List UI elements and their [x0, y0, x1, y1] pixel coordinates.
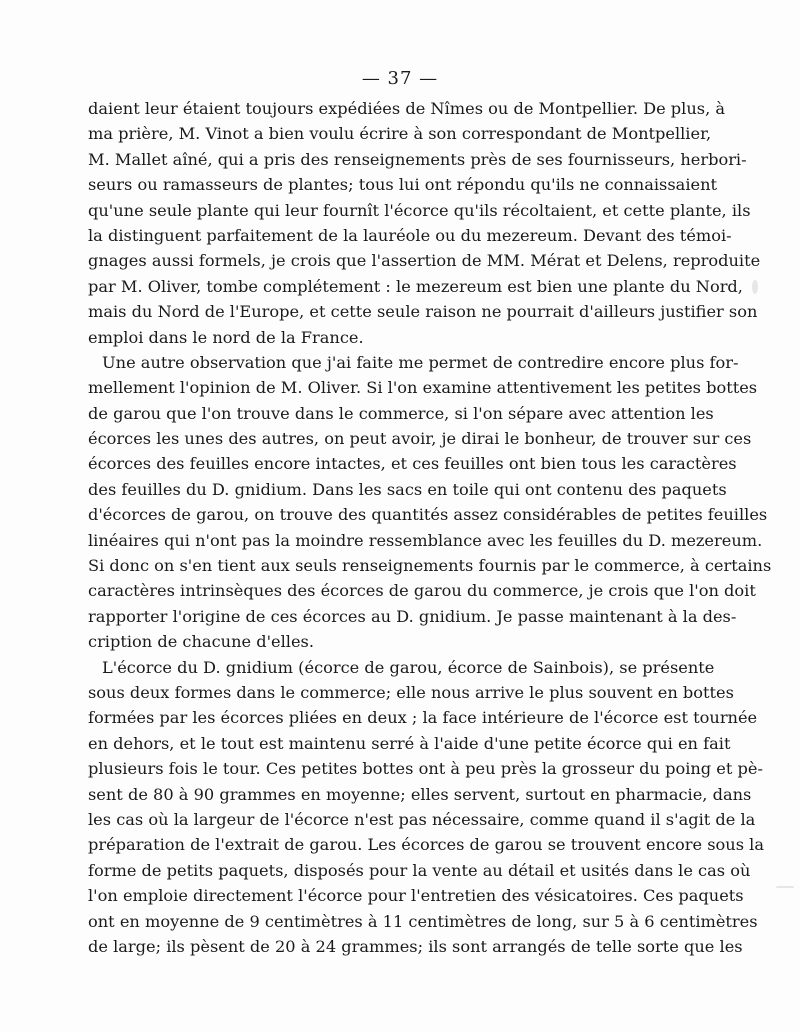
- text-line: qu'une seule plante qui leur fournît l'écorce qu'ils récoltaient, et cette plante, ils: [88, 200, 751, 220]
- paragraph-start-line: Une autre observation que j'ai faite me permet de contredire encore plus for-: [102, 352, 739, 372]
- text-line: ont en moyenne de 9 centimètres à 11 centimètres de long, sur 5 à 6 centimètres: [88, 911, 758, 931]
- text-line: mellement l'opinion de M. Oliver. Si l'on examine attentivement les petites bottes: [88, 378, 758, 398]
- text-line: plusieurs fois le tour. Ces petites bottes ont à peu près la grosseur du poing et pè-: [88, 759, 763, 779]
- text-line: Si donc on s'en tient aux seuls renseignements fournis par le commerce, à certains: [88, 556, 772, 576]
- scan-speck: [752, 280, 758, 294]
- text-line: par M. Oliver, tombe complétement : le mezereum est bien une plante du Nord,: [88, 276, 743, 296]
- text-line: des feuilles du D. gnidium. Dans les sacs en toile qui ont contenu des paquets: [88, 479, 727, 499]
- text-line: de large; ils pèsent de 20 à 24 grammes; ils sont arrangés de telle sorte que les: [88, 936, 743, 956]
- text-line: sous deux formes dans le commerce; elle nous arrive le plus souvent en bottes: [88, 682, 734, 702]
- body-text: [88, 96, 772, 959]
- text-line: M. Mallet aîné, qui a pris des renseignements près de ses fournisseurs, herbori-: [88, 149, 747, 169]
- text-line: rapporter l'origine de ces écorces au D. gnidium. Je passe maintenant à la des-: [88, 606, 737, 626]
- text-line: sent de 80 à 90 grammes en moyenne; elles servent, surtout en pharmacie, dans: [88, 784, 752, 804]
- scan-speck: [776, 886, 794, 888]
- text-line: l'on emploie directement l'écorce pour l'entretien des vésicatoires. Ces paquets: [88, 886, 744, 906]
- text-line: de garou que l'on trouve dans le commerce, si l'on sépare avec attention les: [88, 403, 714, 423]
- text-line: gnages aussi formels, je crois que l'assertion de MM. Mérat et Delens, reproduite: [88, 251, 761, 271]
- text-line: écorces les unes des autres, on peut avoir, je dirai le bonheur, de trouver sur ces: [88, 429, 752, 449]
- text-line: préparation de l'extrait de garou. Les écorces de garou se trouvent encore sous la: [88, 835, 764, 855]
- text-line: écorces des feuilles encore intactes, et ces feuilles ont bien tous les caractères: [88, 454, 737, 474]
- text-line: forme de petits paquets, disposés pour la vente au détail et usités dans le cas où: [88, 860, 751, 880]
- text-line: daient leur étaient toujours expédiées de Nîmes ou de Montpellier. De plus, à: [88, 99, 726, 118]
- text-line: les cas où la largeur de l'écorce n'est pas nécessaire, comme quand il s'agit de la: [88, 809, 756, 829]
- text-line: formées par les écorces pliées en deux ; la face intérieure de l'écorce est tournée: [88, 708, 758, 728]
- text-line: mais du Nord de l'Europe, et cette seule raison ne pourrait d'ailleurs justifier son: [88, 302, 758, 322]
- text-line: la distinguent parfaitement de la lauréole ou du mezereum. Devant des témoi-: [88, 225, 732, 245]
- text-line: seurs ou ramasseurs de plantes; tous lui ont répondu qu'ils ne connaissaient: [88, 175, 718, 195]
- text-line: caractères intrinsèques des écorces de garou du commerce, je crois que l'on doit: [88, 581, 756, 601]
- text-line: linéaires qui n'ont pas la moindre ressemblance avec les feuilles du D. mezereum.: [88, 530, 763, 550]
- text-line: d'écorces de garou, on trouve des quantités assez considérables de petites feuilles: [88, 505, 768, 525]
- paragraph-start-line: L'écorce du D. gnidium (écorce de garou, écorce de Sainbois), se présente: [102, 657, 715, 677]
- text-line: ma prière, M. Vinot a bien voulu écrire à son correspondant de Montpellier,: [88, 124, 712, 144]
- text-line: emploi dans le nord de la France.: [88, 327, 364, 347]
- text-line: en dehors, et le tout est maintenu serré à l'aide d'une petite écorce qui en fait: [88, 733, 731, 753]
- text-line: cription de chacune d'elles.: [88, 632, 314, 652]
- page-number: — 37 —: [361, 68, 439, 89]
